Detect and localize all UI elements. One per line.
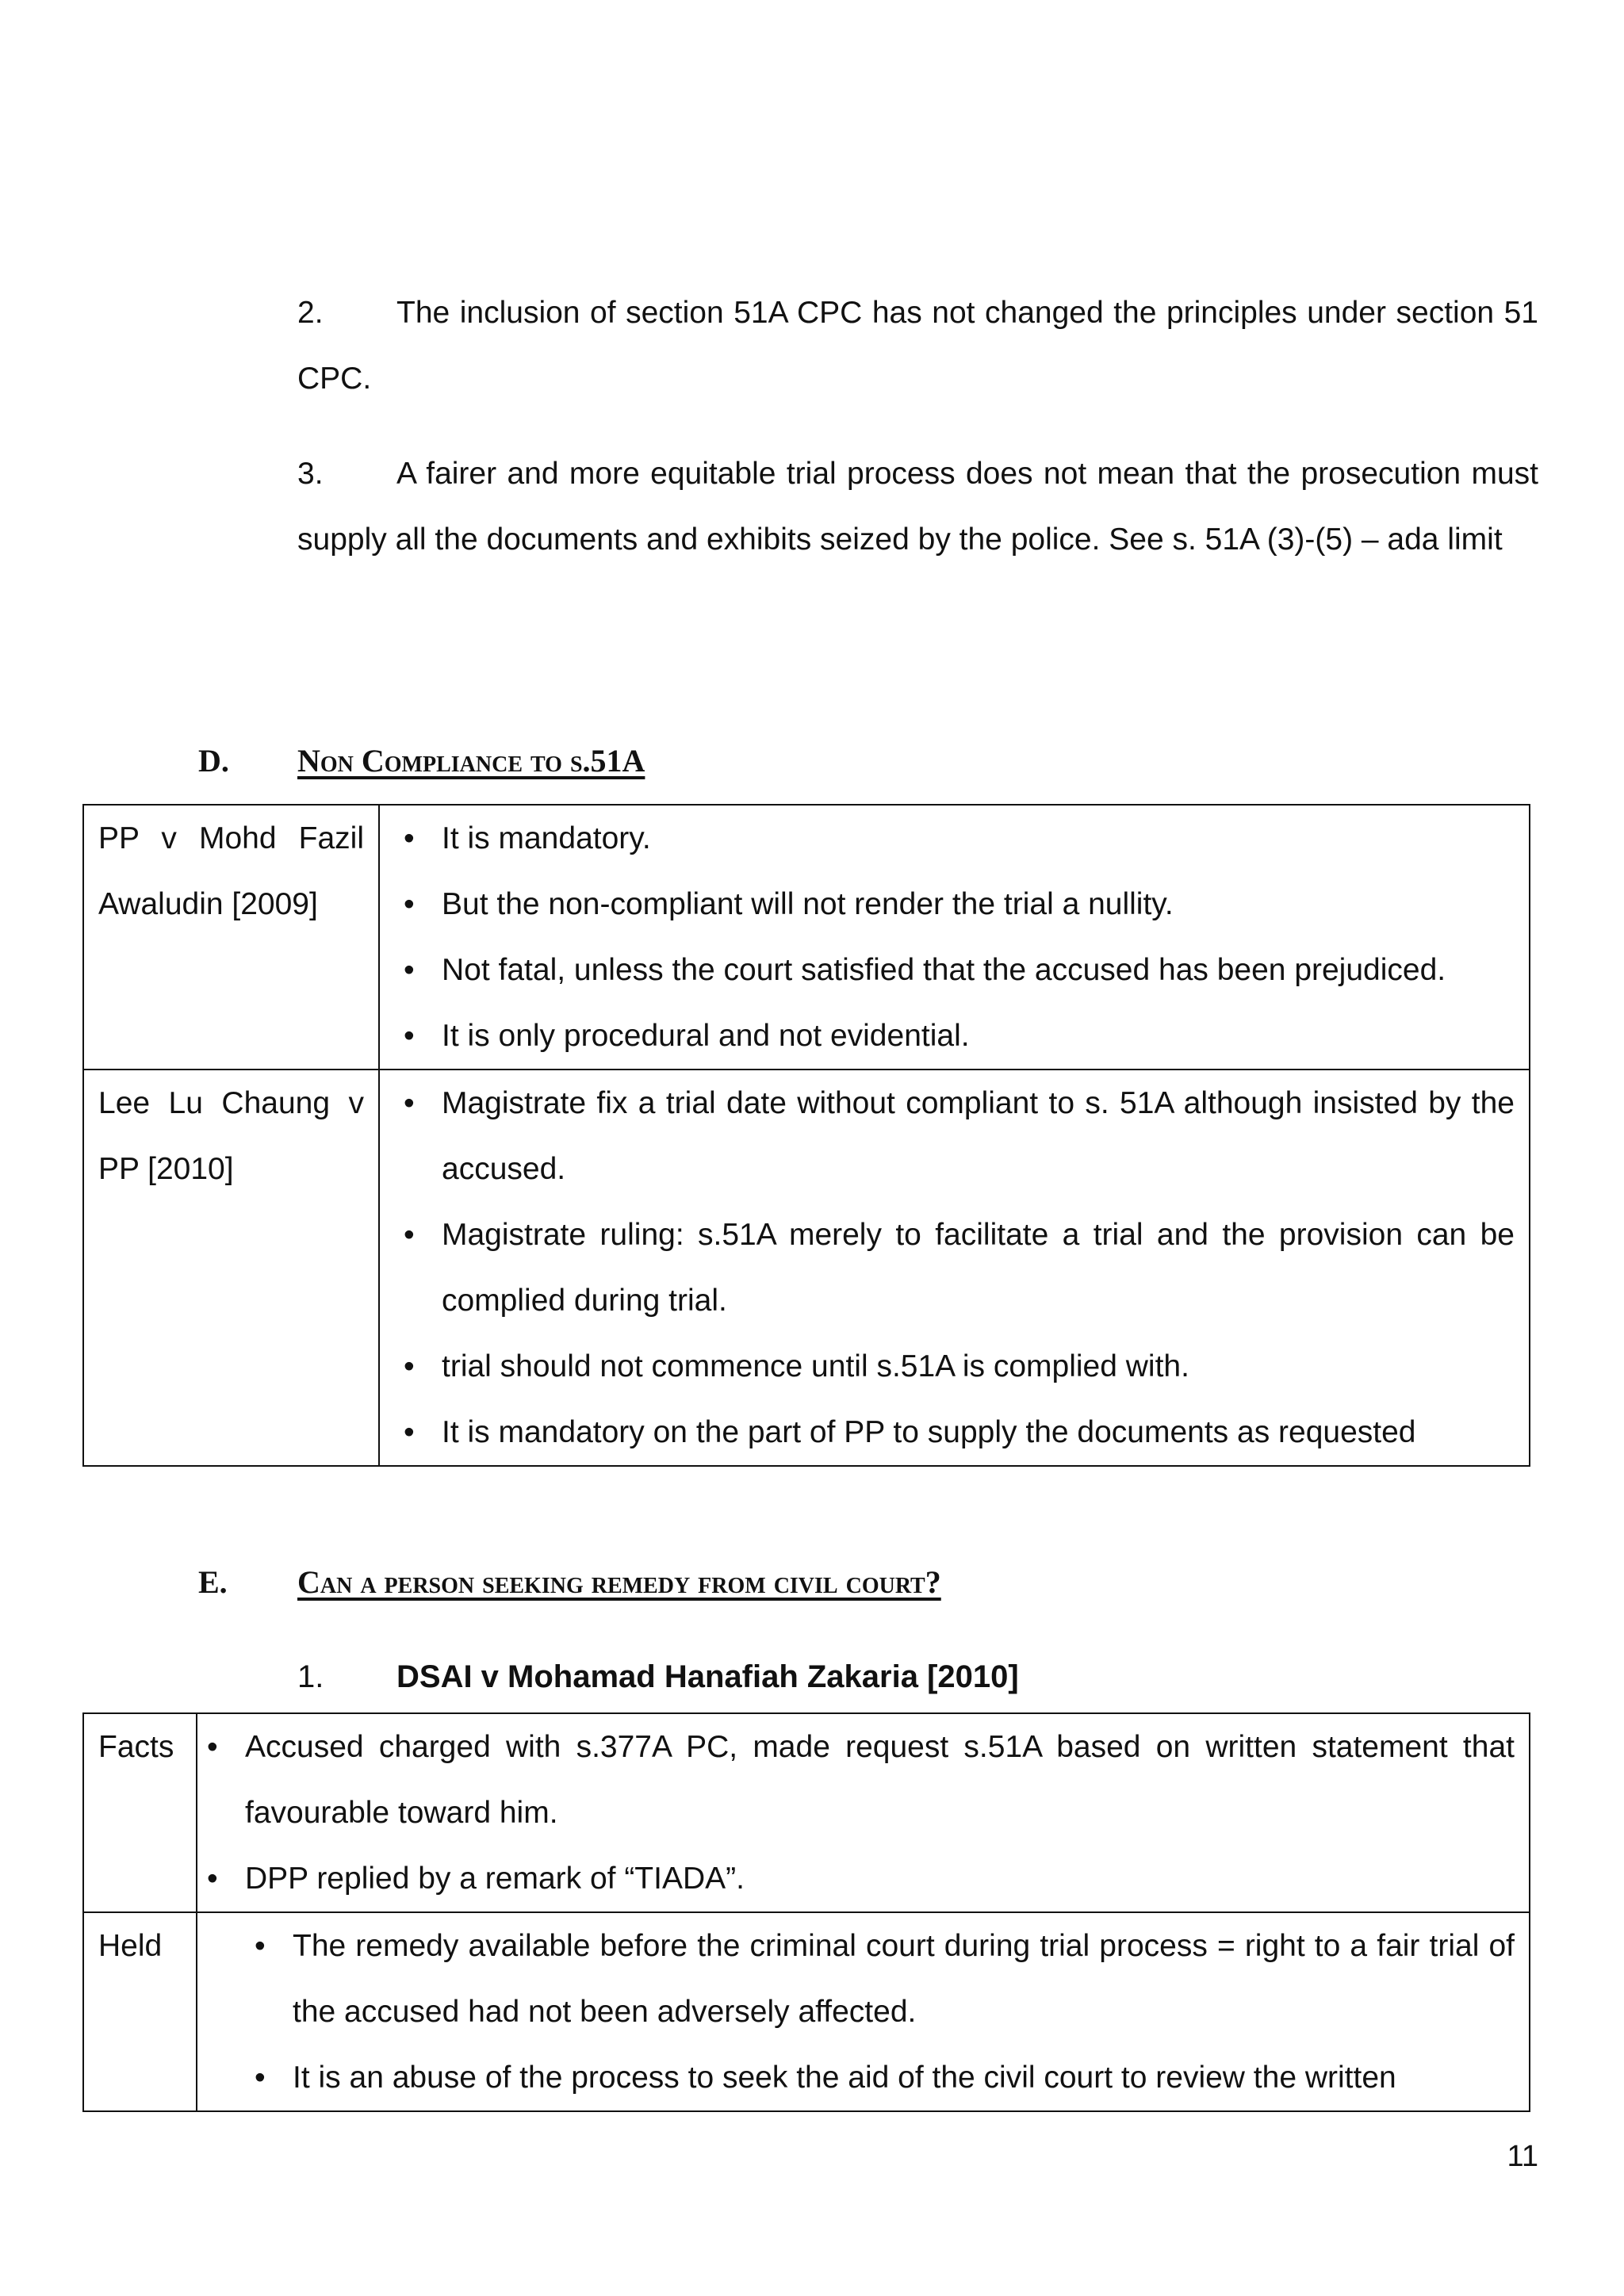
section-d-heading <box>198 737 645 785</box>
paragraph-number: 2. <box>297 296 324 330</box>
section-title: Can a person seeking remedy from civil court? <box>297 1564 941 1600</box>
section-title: Non Compliance to s.51A <box>297 743 645 779</box>
paragraph-3 <box>297 441 1538 572</box>
points-cell <box>379 805 1530 1070</box>
bullet-point: • The remedy available before the criminal court during trial process = right to a fair trial of the accused had not been adversely affected. <box>245 1913 1515 2045</box>
bullet-point: • But the non-compliant will not render the trial a nullity. <box>394 871 1515 937</box>
case-cell: PP v Mohd Fazil Awaludin [2009] <box>83 805 379 1070</box>
label-cell: Held <box>83 1912 197 2111</box>
label-cell: Facts <box>83 1713 197 1912</box>
bullet-point: • It is an abuse of the process to seek the aid of the civil court to review the written <box>245 2045 1515 2110</box>
points-cell <box>197 1912 1530 2111</box>
points-cell <box>197 1713 1530 1912</box>
table-row <box>83 1713 1530 1912</box>
page-number: 11 <box>1507 2140 1538 2173</box>
table-row <box>83 1070 1530 1466</box>
paragraph-number: 3. <box>297 457 324 491</box>
bullet-point: • It is only procedural and not evidential. <box>394 1003 1515 1069</box>
bullet-point: • Not fatal, unless the court satisfied that the accused has been prejudiced. <box>394 937 1515 1003</box>
bullet-point: • Accused charged with s.377A PC, made request s.51A based on written statement that favourable toward him. <box>197 1714 1515 1846</box>
table-row <box>83 805 1530 1070</box>
case-name: DSAI v Mohamad Hanafiah Zakaria [2010] <box>396 1659 1019 1694</box>
bullet-point: • trial should not commence until s.51A is complied with. <box>394 1334 1515 1399</box>
section-e-heading <box>198 1559 941 1606</box>
paragraph-text: The inclusion of section 51A CPC has not changed the principles under section 51 CPC. <box>297 296 1538 396</box>
bullet-point: • Magistrate ruling: s.51A merely to facilitate a trial and the provision can be complied during trial. <box>394 1202 1515 1334</box>
case-heading <box>297 1645 1019 1709</box>
non-compliance-table <box>82 804 1530 1467</box>
section-letter: E. <box>198 1564 228 1600</box>
points-cell <box>379 1070 1530 1466</box>
table-row <box>83 1912 1530 2111</box>
section-letter: D. <box>198 743 229 779</box>
paragraph-2 <box>297 280 1538 411</box>
bullet-point: • It is mandatory. <box>394 806 1515 871</box>
bullet-point: • DPP replied by a remark of “TIADA”. <box>197 1846 1515 1911</box>
bullet-point: • Magistrate fix a trial date without compliant to s. 51A although insisted by the accused. <box>394 1070 1515 1202</box>
case-number: 1. <box>297 1659 324 1694</box>
civil-remedy-table <box>82 1712 1530 2112</box>
case-cell: Lee Lu Chaung v PP [2010] <box>83 1070 379 1466</box>
bullet-point: • It is mandatory on the part of PP to supply the documents as requested <box>394 1399 1515 1465</box>
paragraph-text: A fairer and more equitable trial process does not mean that the prosecution must supply all the documents and exhibits seized by the police. See s. 51A (3)-(5) – ada limit <box>297 457 1538 557</box>
